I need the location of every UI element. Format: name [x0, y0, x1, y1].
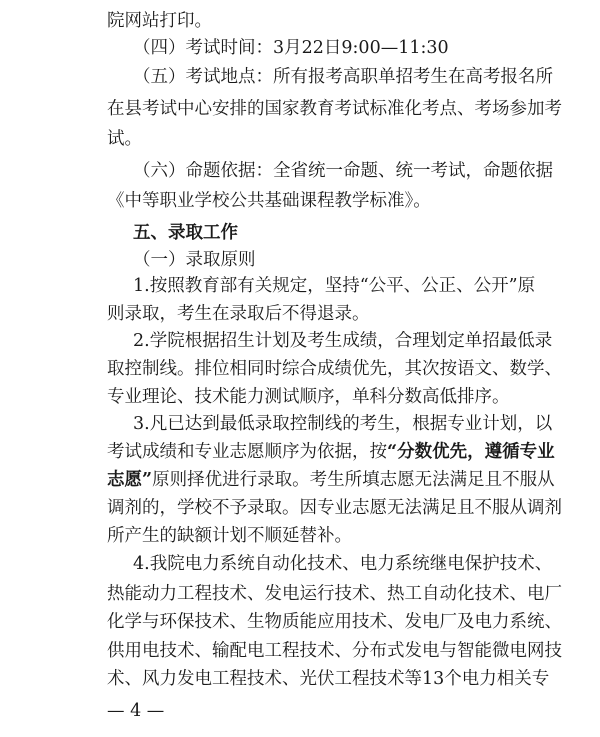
text-line: 4.我院电力系统自动化技术、电力系统继电保护技术、 — [133, 554, 553, 574]
text-line: 在县考试中心安排的国家教育考试标准化考点、考场参加考 — [107, 99, 562, 119]
text-line: 则录取，考生在录取后不得退录。 — [107, 304, 370, 324]
text-normal: 原则择优进行录取。考生所填志愿无法满足且不服从 — [152, 470, 555, 490]
text-line: 院网站打印。 — [107, 11, 212, 31]
text-line: 化学与环保技术、生物质能应用技术、发电厂及电力系统、 — [107, 612, 562, 632]
text-line: （一）录取原则 — [133, 250, 256, 270]
text-normal: 考试成绩和专业志愿顺序为依据，按 — [107, 442, 387, 462]
text-line: 试。 — [107, 129, 142, 149]
text-line — [107, 469, 555, 491]
text-line: 1.按照教育部有关规定，坚持“公平、公正、公开”原 — [133, 276, 536, 296]
text-line: （五）考试地点：所有报考高职单招考生在高考报名所 — [133, 67, 553, 87]
text-bold: “分数优先，遵循专业 — [387, 442, 555, 462]
text-line: （四）考试时间：3月22日9:00—11:30 — [133, 38, 449, 58]
text-line: 所产生的缺额计划不顺延替补。 — [107, 526, 352, 546]
text-line: 调剂的，学校不予录取。因专业志愿无法满足且不服从调剂 — [107, 498, 562, 518]
text-line — [107, 441, 555, 463]
text-line: 3.凡已达到最低录取控制线的考生，根据专业计划，以 — [133, 414, 553, 434]
text-line: 取控制线。排位相同时综合成绩优先，其次按语文、数学、 — [107, 359, 562, 379]
text-line: 热能动力工程技术、发电运行技术、热工自动化技术、电厂 — [107, 584, 562, 604]
text-bold: 志愿” — [107, 470, 153, 490]
text-line: 2.学院根据招生计划及考生成绩，合理划定单招最低录 — [133, 331, 553, 351]
section-heading: 五、录取工作 — [133, 223, 238, 243]
text-line: 供用电技术、输配电工程技术、分布式发电与智能微电网技 — [107, 641, 562, 661]
page-number: — 4 — — [107, 701, 165, 721]
text-line: 专业理论、技术能力测试顺序，单科分数高低排序。 — [107, 387, 510, 407]
text-line: 《中等职业学校公共基础课程教学标准》。 — [107, 191, 431, 211]
text-line: （六）命题依据：全省统一命题、统一考试，命题依据 — [133, 161, 553, 181]
text-line: 术、风力发电工程技术、光伏工程技术等13个电力相关专 — [107, 669, 550, 689]
